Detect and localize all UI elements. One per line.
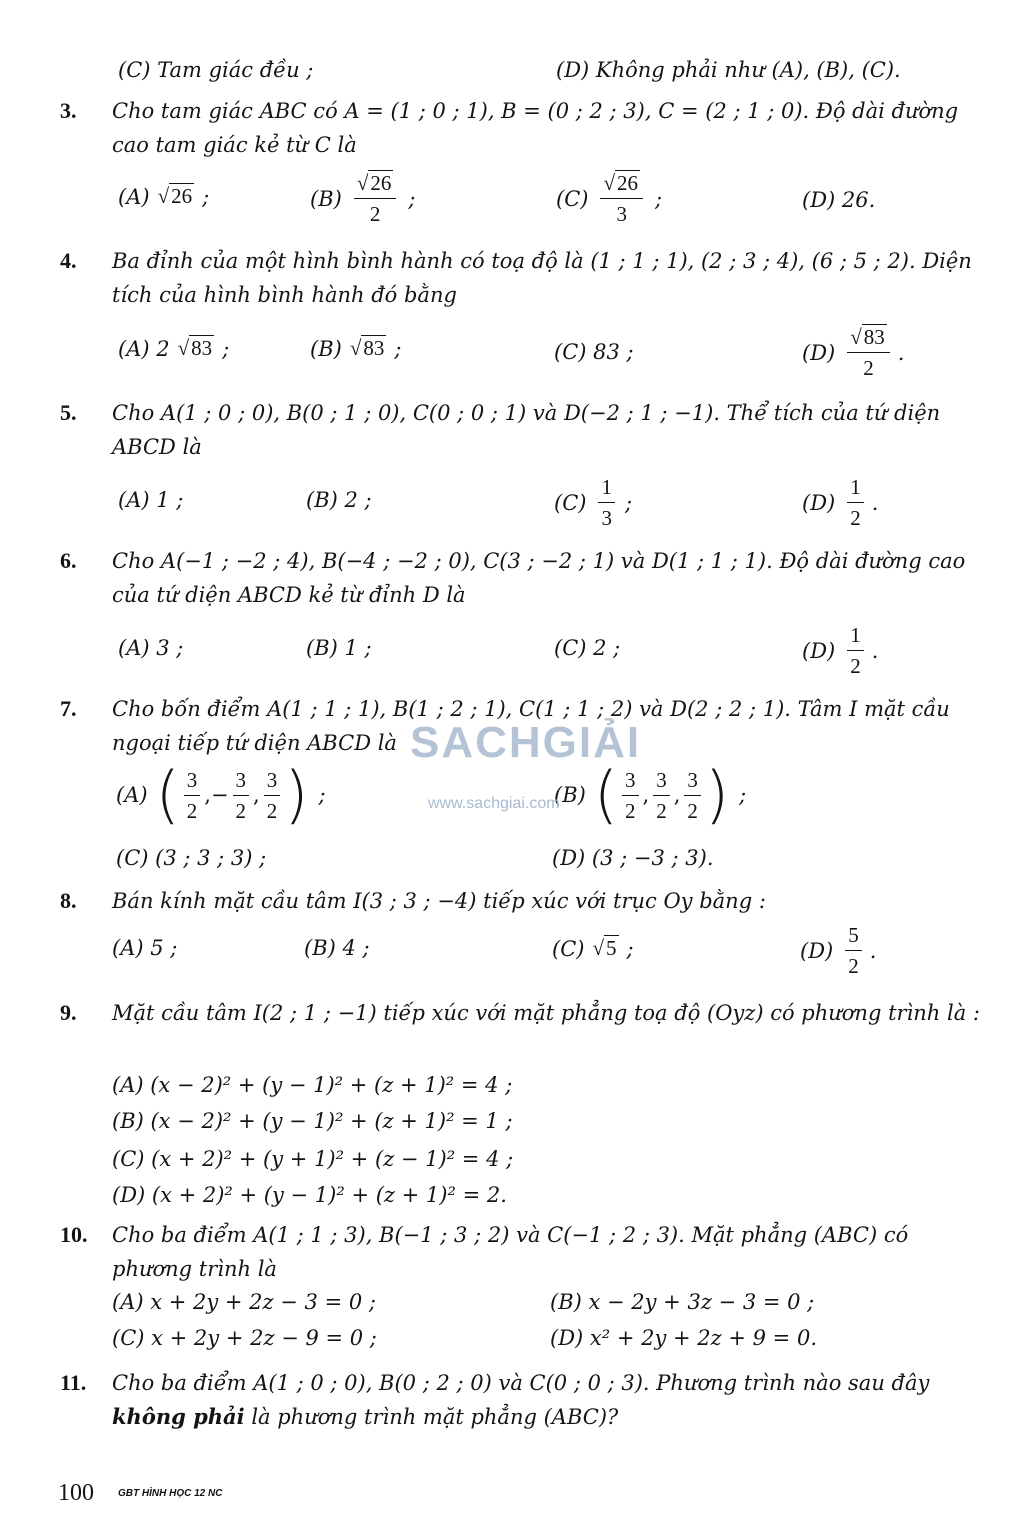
- option-d: (D) $\frac{5}{2}$ .: [800, 920, 876, 981]
- emphasis: không phải: [112, 1404, 245, 1429]
- question-6: [60, 544, 980, 612]
- option-a: (A) √26 ;: [118, 184, 210, 209]
- fraction: $\frac{1}{2}$: [847, 472, 864, 533]
- question-8: [60, 884, 980, 918]
- question-3: [60, 94, 980, 162]
- sqrt-expression: √83: [177, 336, 213, 360]
- option-d: (D) $\frac{1}{2}$ .: [802, 620, 878, 681]
- option-d: (D) 26.: [802, 188, 876, 212]
- option-a: (A) (x − 2)² + (y − 1)² + (z + 1)² = 4 ;: [112, 1073, 513, 1097]
- option-d: (D) $\frac{√83}{2}$ .: [802, 322, 904, 383]
- option-c: (C) Tam giác đều ;: [118, 58, 314, 82]
- question-text: Cho bốn điểm A(1 ; 1 ; 1), B(1 ; 2 ; 1), C(1 ; 1 ; 2) và D(2 ; 2 ; 1). Tâm I mặt cầu ngoại tiếp tứ diện ABCD là: [112, 697, 950, 755]
- question-4: [60, 244, 980, 312]
- question-text: Cho A(1 ; 0 ; 0), B(0 ; 1 ; 0), C(0 ; 0 ; 1) và D(−2 ; 1 ; −1). Thể tích của tứ diện ABCD là: [112, 401, 941, 459]
- watermark-url: www.sachgiai.com: [428, 795, 560, 812]
- question-number: 9.: [60, 1000, 77, 1025]
- question-text: Bán kính mặt cầu tâm I(3 ; 3 ; −4) tiếp xúc với trục Oy bằng :: [112, 889, 766, 913]
- fraction: $\frac{√26}{2}$: [354, 168, 397, 229]
- question-number: 6.: [60, 548, 77, 573]
- option-a: (A) 5 ;: [112, 936, 178, 960]
- question-number: 10.: [60, 1222, 88, 1247]
- watermark-logo: SACHGIẢI: [410, 718, 642, 767]
- option-c: (C) 2 ;: [554, 636, 621, 660]
- question-text: Mặt cầu tâm I(2 ; 1 ; −1) tiếp xúc với mặt phẳng toạ độ (Oyz) có phương trình là :: [112, 1001, 980, 1025]
- question-text: Cho A(−1 ; −2 ; 4), B(−4 ; −2 ; 0), C(3 ; −2 ; 1) và D(1 ; 1 ; 1). Độ dài đường cao của tứ diện ABCD kẻ từ đỉnh D là: [112, 549, 966, 607]
- option-d: (D) (3 ; −3 ; 3).: [552, 846, 714, 870]
- question-10: [60, 1218, 980, 1286]
- option-c: (C) (3 ; 3 ; 3) ;: [116, 846, 267, 870]
- option-d: (D) $\frac{1}{2}$ .: [802, 472, 878, 533]
- option-d: (D) Không phải như (A), (B), (C).: [556, 58, 901, 82]
- option-a: (A) 1 ;: [118, 488, 184, 512]
- option-b: (B) (x − 2)² + (y − 1)² + (z + 1)² = 1 ;: [112, 1109, 513, 1133]
- book-title: GBT HÌNH HỌC 12 NC: [118, 1488, 223, 1499]
- question-number: 5.: [60, 400, 77, 425]
- option-c: (C) 83 ;: [554, 340, 634, 364]
- fraction: $\frac{1}{2}$: [847, 620, 864, 681]
- option-b: (B) 2 ;: [306, 488, 372, 512]
- sqrt-expression: √26: [157, 184, 193, 208]
- sqrt-expression: √83: [349, 336, 385, 360]
- option-a: (A) 3 ;: [118, 636, 184, 660]
- option-b: (B) 4 ;: [304, 936, 370, 960]
- question-text: Ba đỉnh của một hình bình hành có toạ độ là (1 ; 1 ; 1), (2 ; 3 ; 4), (6 ; 5 ; 2). Diện tích của hình bình hành đó bằng: [112, 249, 972, 307]
- question-text: Cho tam giác ABC có A = (1 ; 0 ; 1), B = (0 ; 2 ; 3), C = (2 ; 1 ; 0). Độ dài đường cao tam giác kẻ từ C là: [112, 99, 959, 157]
- option-c: (C) $\frac{√26}{3}$ ;: [556, 168, 662, 229]
- option-c: (C) $\frac{1}{3}$ ;: [554, 472, 632, 533]
- sqrt-expression: √5: [592, 936, 617, 960]
- option-b: (B) ( $\frac{3}{2}$ , $\frac{3}{2}$ , $\frac{3}{2}$ ) ;: [554, 758, 747, 831]
- fraction: $\frac{√83}{2}$: [847, 322, 890, 383]
- question-number: 8.: [60, 888, 77, 913]
- option-b: (B) $\frac{√26}{2}$ ;: [310, 168, 415, 229]
- question-number: 7.: [60, 696, 77, 721]
- option-a: (A) 2 √83 ;: [118, 336, 230, 361]
- question-number: 3.: [60, 98, 77, 123]
- option-c: (C) √5 ;: [552, 936, 634, 961]
- option-d: (D) x² + 2y + 2z + 9 = 0.: [550, 1326, 817, 1350]
- question-text: Cho ba điểm A(1 ; 0 ; 0), B(0 ; 2 ; 0) và C(0 ; 0 ; 3). Phương trình nào sau đây không phải là phương trình mặt phẳng (ABC)?: [112, 1371, 930, 1429]
- option-c: (C) x + 2y + 2z − 9 = 0 ;: [112, 1326, 377, 1350]
- question-9: [60, 996, 980, 1030]
- question-11: [60, 1366, 980, 1434]
- option-a: (A) ( $\frac{3}{2}$ ,− $\frac{3}{2}$ , $\frac{3}{2}$ ) ;: [116, 758, 326, 831]
- fraction: $\frac{5}{2}$: [845, 920, 862, 981]
- option-b: (B) 1 ;: [306, 636, 372, 660]
- option-b: (B) √83 ;: [310, 336, 402, 361]
- question-number: 4.: [60, 248, 77, 273]
- question-number: 11.: [60, 1370, 87, 1395]
- option-c: (C) (x + 2)² + (y + 1)² + (z − 1)² = 4 ;: [112, 1147, 514, 1171]
- option-b: (B) x − 2y + 3z − 3 = 0 ;: [550, 1290, 815, 1314]
- question-text: Cho ba điểm A(1 ; 1 ; 3), B(−1 ; 3 ; 2) và C(−1 ; 2 ; 3). Mặt phẳng (ABC) có phương trình là: [112, 1223, 909, 1281]
- option-a: (A) x + 2y + 2z − 3 = 0 ;: [112, 1290, 376, 1314]
- option-d: (D) (x + 2)² + (y − 1)² + (z + 1)² = 2.: [112, 1183, 507, 1207]
- fraction: $\frac{1}{3}$: [598, 472, 615, 533]
- question-5: [60, 396, 980, 464]
- fraction: $\frac{√26}{3}$: [600, 168, 643, 229]
- page-number: 100: [58, 1480, 94, 1506]
